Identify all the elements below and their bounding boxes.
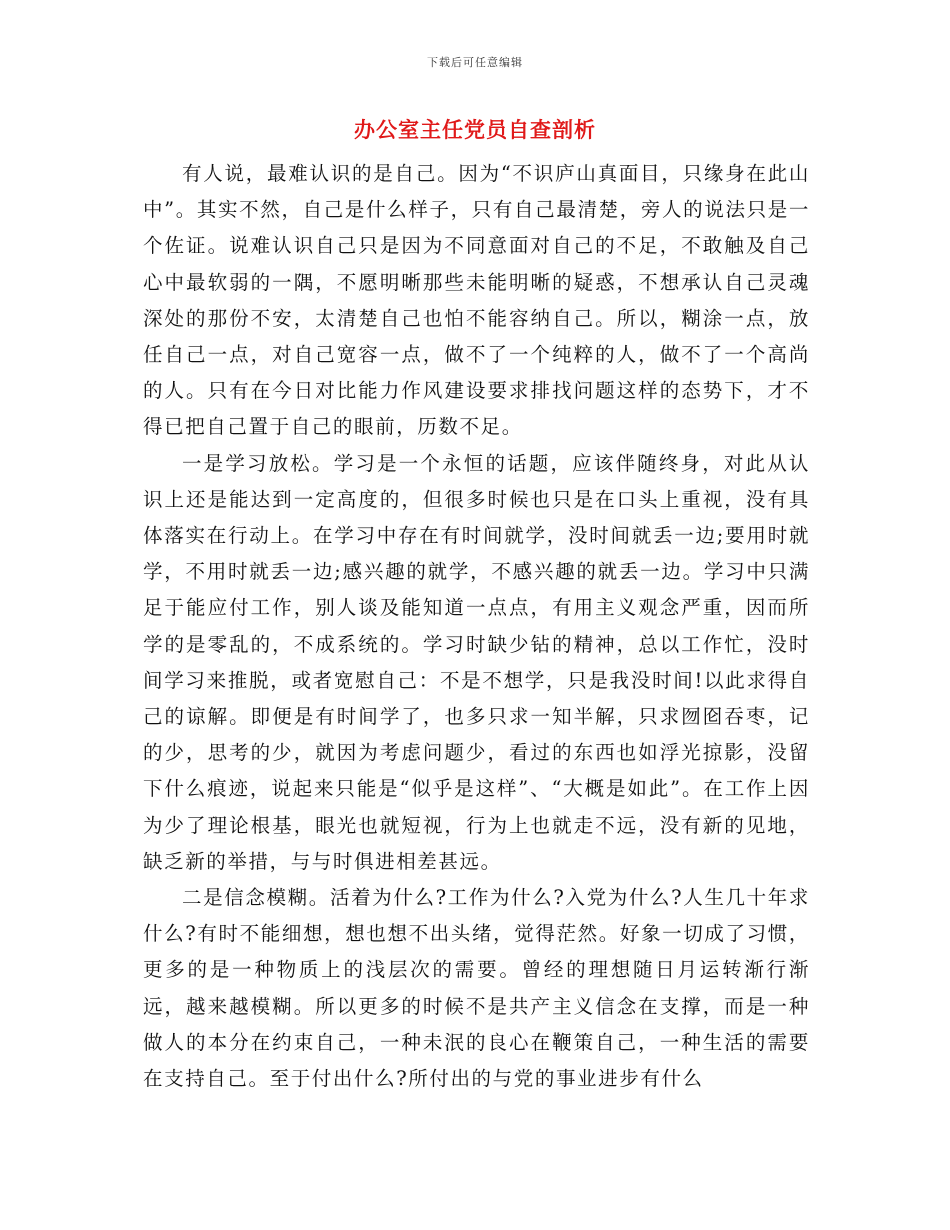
document-body xyxy=(143,156,810,1097)
paragraph-belief-vague: 二是信念模糊。活着为什么?工作为什么?入党为什么?人生几十年求什么?有时不能细想，想也想不出头绪，觉得茫然。好象一切成了习惯，更多的是一种物质上的浅层次的需要。曾经的理想随日月运转渐行渐远，越来越模糊。所以更多的时候不是共产主义信念在支撑，而是一种做人的本分在约束自己，一种未泯的良心在鞭策自己，一种生活的需要在支持自己。至于付出什么?所付出的与党的事业进步有什么 xyxy=(143,886,810,1091)
document-title: 办公室主任党员自查剖析 xyxy=(354,118,596,142)
paragraph-study-relaxed: 一是学习放松。学习是一个永恒的话题，应该伴随终身，对此从认识上还是能达到一定高度的，但很多时候也只是在口头上重视，没有具体落实在行动上。在学习中存在有时间就学，没时间就丢一边;要用时就学，不用时就丢一边;感兴趣的就学，不感兴趣的就丢一边。学习中只满足于能应付工作，别人谈及能知道一点点，有用主义观念严重，因而所学的是零乱的，不成系统的。学习时缺少钻的精神，总以工作忙，没时间学习来推脱，或者宽慰自己：不是不想学，只是我没时间!以此求得自己的谅解。即便是有时间学了，也多只求一知半解，只求囫囵吞枣，记的少，思考的少，就因为考虑问题少，看过的东西也如浮光掠影，没留下什么痕迹，说起来只能是“似乎是这样”、“大概是如此”。在工作上因为少了理论根基，眼光也就短视，行为上也就走不远，没有新的见地，缺乏新的举措，与与时俱进相差甚远。 xyxy=(143,451,810,873)
header-note: 下载后可任意编辑 xyxy=(427,56,523,69)
paragraph-intro: 有人说，最难认识的是自己。因为“不识庐山真面目，只缘身在此山中”。其实不然，自己是什么样子，只有自己最清楚，旁人的说法只是一个佐证。说难认识自己只是因为不同意面对自己的不足，不敢触及自己心中最软弱的一隅，不愿明晰那些未能明晰的疑惑，不想承认自己灵魂深处的那份不安，太清楚自己也怕不能容纳自己。所以，糊涂一点，放任自己一点，对自己宽容一点，做不了一个纯粹的人，做不了一个高尚的人。只有在今日对比能力作风建设要求排找问题这样的态势下，才不得已把自己置于自己的眼前，历数不足。 xyxy=(143,162,810,439)
